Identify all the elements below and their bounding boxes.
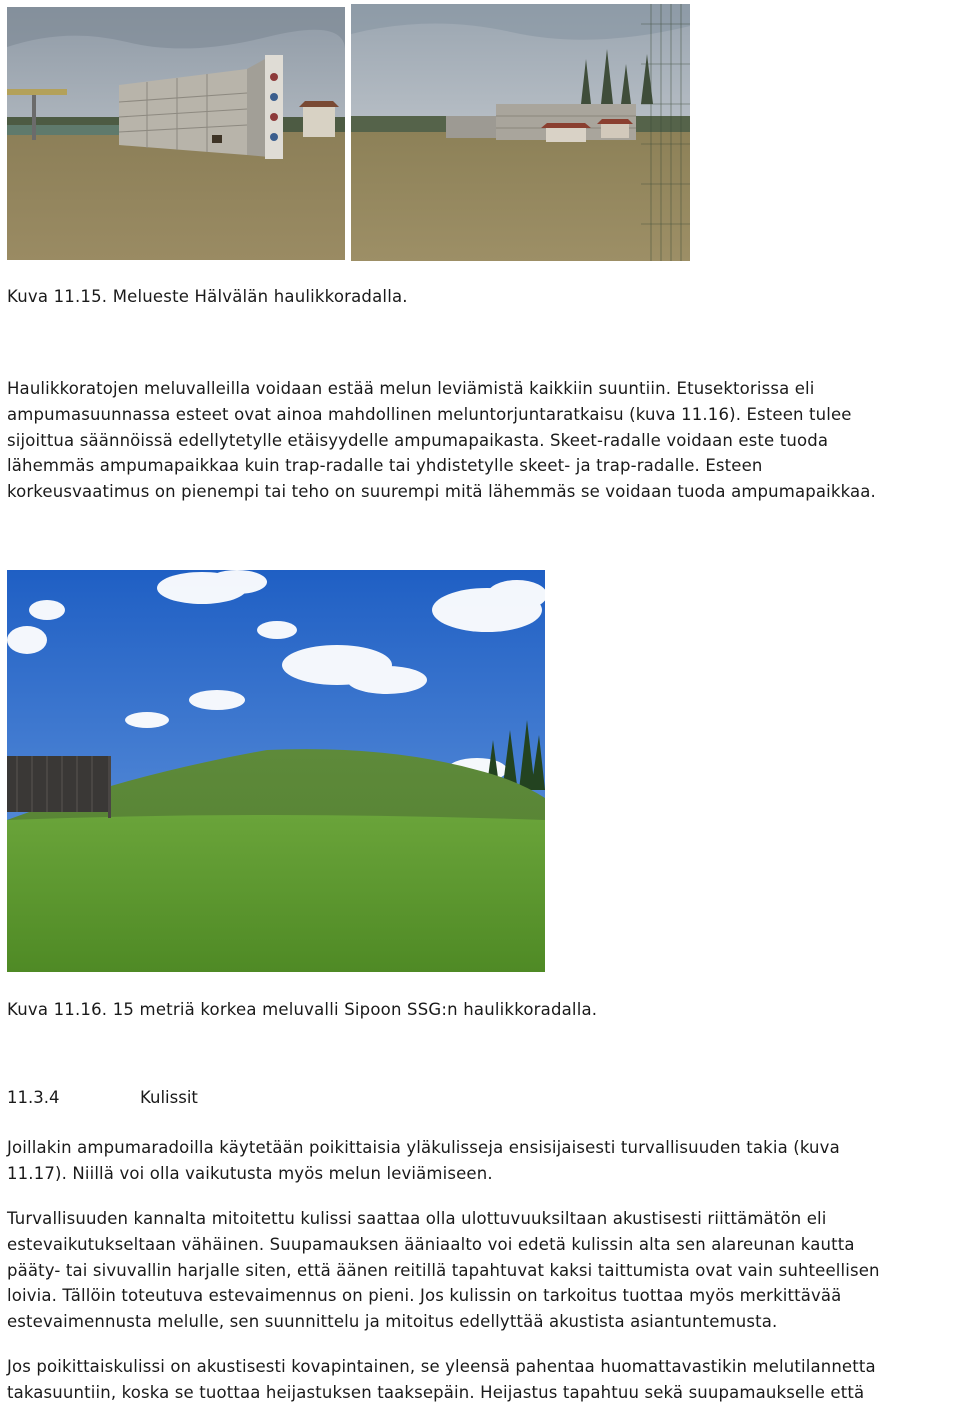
photo-noise-embankment: [7, 570, 545, 972]
paragraph-line: Haulikkoratojen meluvalleilla voidaan estää melun leviämistä kaikkiin suuntiin. Etusektorissa eli: [7, 379, 815, 398]
paragraph-line: Turvallisuuden kannalta mitoitettu kulissi saattaa olla ulottuvuuksiltaan akustisesti riittämätön eli: [7, 1209, 827, 1228]
figure-11-15-caption: Kuva 11.15. Melueste Hälvälän haulikkoradalla.: [7, 287, 408, 306]
paragraph-line: loivia. Tällöin toteutuva estevaimennus on pieni. Jos kulissin on tarkoitus tuottaa myös merkittävää: [7, 1286, 842, 1306]
figure-11-16-photo: [7, 570, 545, 972]
paragraph-noise-barriers: [7, 376, 960, 505]
figure-11-15-right-photo: [351, 4, 690, 261]
section-number: 11.3.4: [7, 1088, 60, 1107]
figure-11-16-caption: Kuva 11.16. 15 metriä korkea meluvalli Sipoon SSG:n haulikkoradalla.: [7, 1000, 598, 1019]
paragraph-line: sijoittua säännöissä edellytetylle etäisyydelle ampumapaikasta. Skeet-radalle voidaan este tuoda: [7, 430, 829, 450]
paragraph-hard-surface-baffle: [7, 1354, 960, 1406]
paragraph-line: ampumasuunnassa esteet ovat ainoa mahdollinen meluntorjuntaratkaisu (kuva 11.16). Esteen tulee: [7, 404, 852, 424]
paragraph-line: estevaikutukseltaan vähäinen. Suupamauksen ääniaalto voi edetä kulissin alta sen alareunan kautta: [7, 1234, 855, 1254]
paragraph-safety-baffle: [7, 1206, 960, 1335]
paragraph-line: korkeusvaatimus on pienempi tai teho on suurempi mitä lähemmäs se voidaan tuoda ampumapaikkaa.: [7, 482, 876, 502]
paragraph-cross-baffles: [7, 1135, 960, 1187]
paragraph-line: takasuuntiin, koska se tuottaa heijastuksen taaksepäin. Heijastus tapahtuu sekä suupamaukselle että: [7, 1382, 865, 1402]
section-title: Kulissit: [140, 1088, 198, 1107]
paragraph-line: Jos poikittaiskulissi on akustisesti kovapintainen, se yleensä pahentaa huomattavastikin melutilannetta: [7, 1357, 876, 1376]
paragraph-line: lähemmäs ampumapaikkaa kuin trap-radalle tai yhdistetylle skeet- ja trap-radalle. Esteen: [7, 456, 763, 476]
paragraph-line: 11.17). Niillä voi olla vaikutusta myös melun leviämiseen.: [7, 1163, 493, 1183]
paragraph-line: Joillakin ampumaradoilla käytetään poikittaisia yläkulisseja ensisijaisesti turvallisuuden takia (kuva: [7, 1138, 840, 1157]
photo-shooting-range-buildings: [351, 4, 690, 261]
figure-11-15-left-photo: [7, 7, 345, 260]
section-heading: [7, 1088, 198, 1107]
paragraph-line: pääty- tai sivuvallin harjalle siten, että äänen reitillä tapahtuvat kaksi taittumista ovat vain suhteellisen: [7, 1260, 880, 1280]
paragraph-line: estevaimennusta melulle, sen suunnittelu ja mitoitus edellyttää akustista asiantuntemusta.: [7, 1312, 778, 1332]
photo-noise-barrier-wall: [7, 7, 345, 260]
